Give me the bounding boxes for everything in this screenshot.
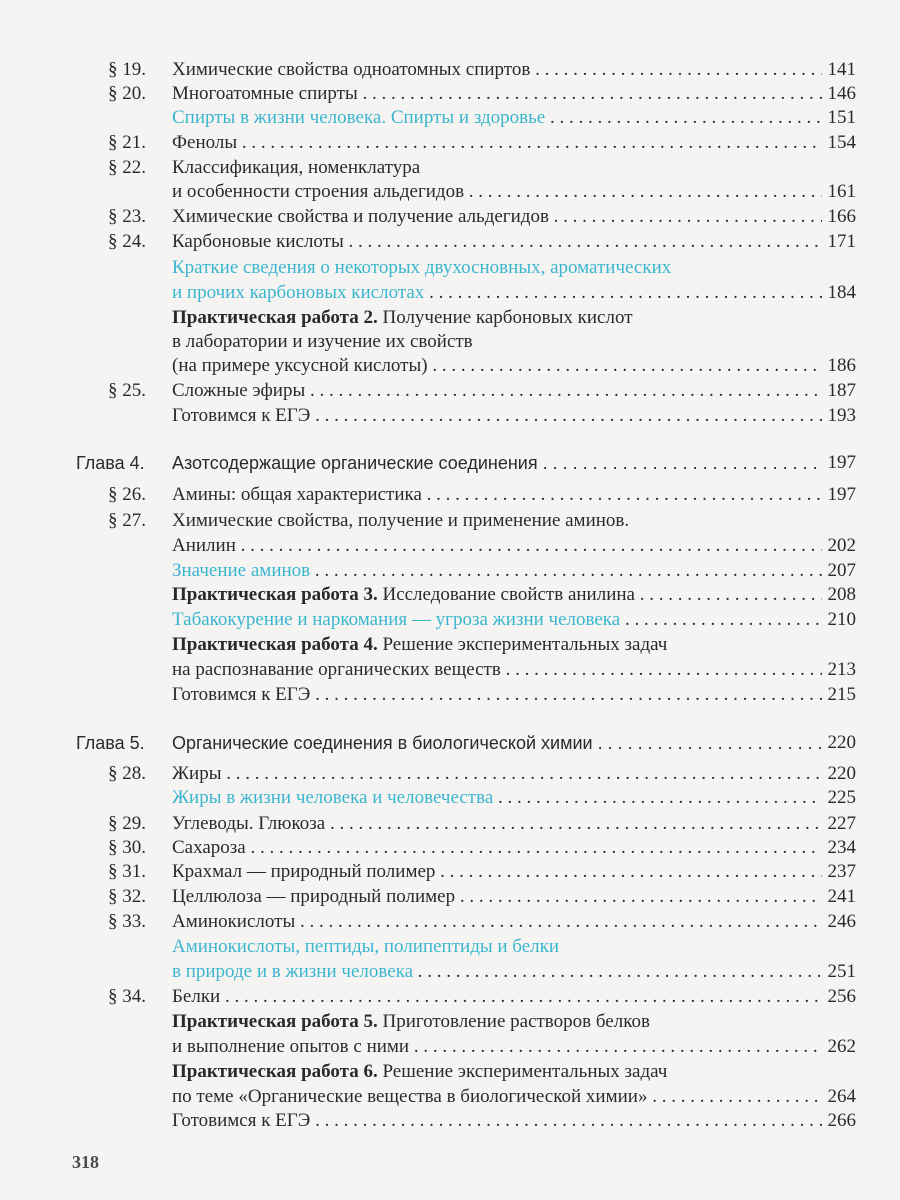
toc-entry-27-box2[interactable]: [0, 608, 900, 632]
practical-work-label: Практическая работа 4.: [172, 634, 378, 655]
practical-work-text-line3: (на примере уксусной кислоты) . . .: [172, 354, 856, 378]
sidebar-topic-title-line2: и прочих карбоновых кислотах . . .: [172, 281, 856, 305]
toc-entry-24-box[interactable]: [0, 256, 900, 280]
practical-work-text-line2: по теме «Органические вещества в биологической химии» . . .: [172, 1085, 856, 1109]
page-number: 215: [822, 683, 857, 707]
page-number: 197: [822, 483, 857, 507]
page-number: 241: [822, 885, 857, 909]
section-number: § 29.: [108, 813, 146, 834]
practical-work-label: Практическая работа 6.: [172, 1061, 378, 1082]
practical-work-title: [172, 583, 856, 607]
section-title-line2: и особенности строения альдегидов . . .: [172, 180, 856, 204]
page-number: 184: [822, 281, 857, 305]
practical-work-text-line1: Решение экспериментальных задач: [377, 1061, 668, 1082]
section-number: § 28.: [108, 763, 146, 784]
page-number: 251: [822, 960, 857, 984]
toc-entry-ege-5[interactable]: [0, 1109, 900, 1133]
toc-entry-ege-3[interactable]: [0, 404, 900, 428]
page-number: 234: [822, 836, 857, 860]
section-title: Карбоновые кислоты . . .: [172, 230, 856, 254]
toc-entry-24[interactable]: [0, 230, 900, 254]
toc-entry-33-box-cont[interactable]: [0, 960, 900, 984]
section-number: § 27.: [108, 510, 146, 531]
practical-work-text-line2: на распознавание органических веществ . . .: [172, 658, 856, 682]
page-number: 166: [822, 205, 857, 229]
sidebar-topic-title: Табакокурение и наркомания — угроза жизни человека . . .: [172, 608, 856, 632]
section-title: Сложные эфиры . . .: [172, 379, 856, 403]
practical-work-text: Исследование свойств анилина: [377, 584, 635, 605]
section-title: Амины: общая характеристика . . .: [172, 483, 856, 507]
chapter-title: Азотсодержащие органические соединения . . .: [172, 451, 856, 475]
section-title: Фенолы . . .: [172, 131, 856, 155]
toc-entry-25[interactable]: [0, 379, 900, 403]
practical-work-2-cont[interactable]: [0, 330, 900, 354]
page-number: 220: [822, 731, 857, 755]
page-number: 237: [822, 860, 857, 884]
practical-work-5-cont[interactable]: [0, 1035, 900, 1059]
sidebar-topic-title: Спирты в жизни человека. Спирты и здоровье . . .: [172, 106, 856, 130]
page-number: 146: [822, 82, 857, 106]
page-number: 210: [822, 608, 857, 632]
page-number: 171: [822, 230, 857, 254]
practical-work-title: [172, 1010, 856, 1034]
chapter-5-heading[interactable]: [0, 731, 900, 755]
toc-entry-28-box[interactable]: [0, 786, 900, 810]
section-title: Сахароза . . .: [172, 836, 856, 860]
toc-entry-26[interactable]: [0, 483, 900, 507]
sidebar-topic-title: Жиры в жизни человека и человечества . . .: [172, 786, 856, 810]
section-number: § 30.: [108, 837, 146, 858]
toc-entry-21[interactable]: [0, 131, 900, 155]
toc-entry-34[interactable]: [0, 985, 900, 1009]
sidebar-topic-title-line2: в природе и в жизни человека . . .: [172, 960, 856, 984]
practical-work-5[interactable]: [0, 1010, 900, 1034]
toc-entry-22[interactable]: [0, 156, 900, 180]
practical-work-text-line2: в лаборатории и изучение их свойств: [172, 331, 473, 352]
section-number: § 33.: [108, 911, 146, 932]
section-title: Химические свойства и получение альдегидов . . .: [172, 205, 856, 229]
section-title: Крахмал — природный полимер . . .: [172, 860, 856, 884]
section-title: Химические свойства одноатомных спиртов . . .: [172, 58, 856, 82]
practical-work-title: [172, 633, 856, 657]
toc-entry-28[interactable]: [0, 762, 900, 786]
chapter-4-heading[interactable]: [0, 451, 900, 475]
practical-work-text-line2: и выполнение опытов с ними . . .: [172, 1035, 856, 1059]
page-number: 266: [822, 1109, 857, 1133]
page-number: 220: [822, 762, 857, 786]
section-number: § 20.: [108, 83, 146, 104]
section-number: § 24.: [108, 231, 146, 252]
practical-work-text-line1: Приготовление растворов белков: [377, 1011, 650, 1032]
section-title: Жиры . . .: [172, 762, 856, 786]
practical-work-label: Практическая работа 3.: [172, 584, 378, 605]
section-number: § 26.: [108, 484, 146, 505]
toc-entry-30[interactable]: [0, 836, 900, 860]
practical-work-text-line1: Получение карбоновых кислот: [377, 307, 633, 328]
page-number: 202: [822, 534, 857, 558]
practical-work-2-cont2[interactable]: [0, 354, 900, 378]
section-title-line1: Классификация, номенклатура: [172, 157, 421, 178]
page-number: 197: [822, 451, 857, 475]
section-number: § 32.: [108, 886, 146, 907]
toc-entry-23[interactable]: [0, 205, 900, 229]
section-title: Многоатомные спирты . . .: [172, 82, 856, 106]
page-number: 264: [822, 1085, 857, 1109]
practical-work-6-cont[interactable]: [0, 1085, 900, 1109]
toc-entry-33[interactable]: [0, 910, 900, 934]
section-number: § 22.: [108, 157, 146, 178]
book-page-number: 318: [72, 1152, 99, 1172]
section-number: § 34.: [108, 986, 146, 1007]
exam-prep-title: Готовимся к ЕГЭ . . .: [172, 404, 856, 428]
sidebar-topic-title-line1: Краткие сведения о некоторых двухосновных, ароматических: [172, 257, 672, 278]
sidebar-topic-title-line1: Аминокислоты, пептиды, полипептиды и белки: [172, 936, 560, 957]
section-title-line2: Анилин . . .: [172, 534, 856, 558]
section-number: § 23.: [108, 206, 146, 227]
page-number: 213: [822, 658, 857, 682]
page-number: 262: [822, 1035, 857, 1059]
toc-entry-24-box-cont[interactable]: [0, 281, 900, 305]
practical-work-title: [172, 1060, 856, 1084]
page-number: 141: [822, 58, 857, 82]
practical-work-6[interactable]: [0, 1060, 900, 1084]
toc-entry-32[interactable]: [0, 885, 900, 909]
page-number: 256: [822, 985, 857, 1009]
toc-entry-27[interactable]: [0, 509, 900, 533]
page-number: 225: [822, 786, 857, 810]
section-title: Целлюлоза — природный полимер . . .: [172, 885, 856, 909]
practical-work-3[interactable]: [0, 583, 900, 607]
page-number: 207: [822, 559, 857, 583]
chapter-number: Глава 4.: [76, 453, 145, 473]
practical-work-4-cont[interactable]: [0, 658, 900, 682]
section-title-line1: Химические свойства, получение и применение аминов.: [172, 510, 630, 531]
toc-entry-ege-4[interactable]: [0, 683, 900, 707]
page-number: 246: [822, 910, 857, 934]
sidebar-topic-title: Значение аминов . . .: [172, 559, 856, 583]
chapter-title: Органические соединения в биологической химии . . .: [172, 731, 856, 755]
practical-work-2[interactable]: [0, 306, 900, 330]
section-number: § 21.: [108, 132, 146, 153]
toc-entry-27-box[interactable]: [0, 559, 900, 583]
practical-work-label: Практическая работа 2.: [172, 307, 378, 328]
exam-prep-title: Готовимся к ЕГЭ . . .: [172, 683, 856, 707]
page-number: 161: [822, 180, 857, 204]
page-number: 193: [822, 404, 857, 428]
toc-entry-27-cont[interactable]: [0, 534, 900, 558]
practical-work-label: Практическая работа 5.: [172, 1011, 378, 1032]
page-number: 151: [822, 106, 857, 130]
chapter-number: Глава 5.: [76, 733, 145, 753]
practical-work-title: [172, 306, 856, 330]
section-number: § 25.: [108, 380, 146, 401]
toc-entry-20[interactable]: [0, 82, 900, 106]
page-number: 154: [822, 131, 857, 155]
practical-work-4[interactable]: [0, 633, 900, 657]
section-number: § 19.: [108, 59, 146, 80]
practical-work-text-line1: Решение экспериментальных задач: [377, 634, 668, 655]
page-number: 186: [822, 354, 857, 378]
page-number: 187: [822, 379, 857, 403]
toc-entry-33-box[interactable]: [0, 935, 900, 959]
page-number: 227: [822, 812, 857, 836]
toc-entry-19[interactable]: [0, 58, 900, 82]
toc-entry-31[interactable]: [0, 860, 900, 884]
toc-entry-29[interactable]: [0, 812, 900, 836]
section-title: Аминокислоты . . .: [172, 910, 856, 934]
section-title: Белки . . .: [172, 985, 856, 1009]
toc-entry-20-box[interactable]: [0, 106, 900, 130]
toc-entry-22-cont[interactable]: [0, 180, 900, 204]
section-number: § 31.: [108, 861, 146, 882]
exam-prep-title: Готовимся к ЕГЭ . . .: [172, 1109, 856, 1133]
section-title: Углеводы. Глюкоза . . .: [172, 812, 856, 836]
page-number: 208: [822, 583, 857, 607]
